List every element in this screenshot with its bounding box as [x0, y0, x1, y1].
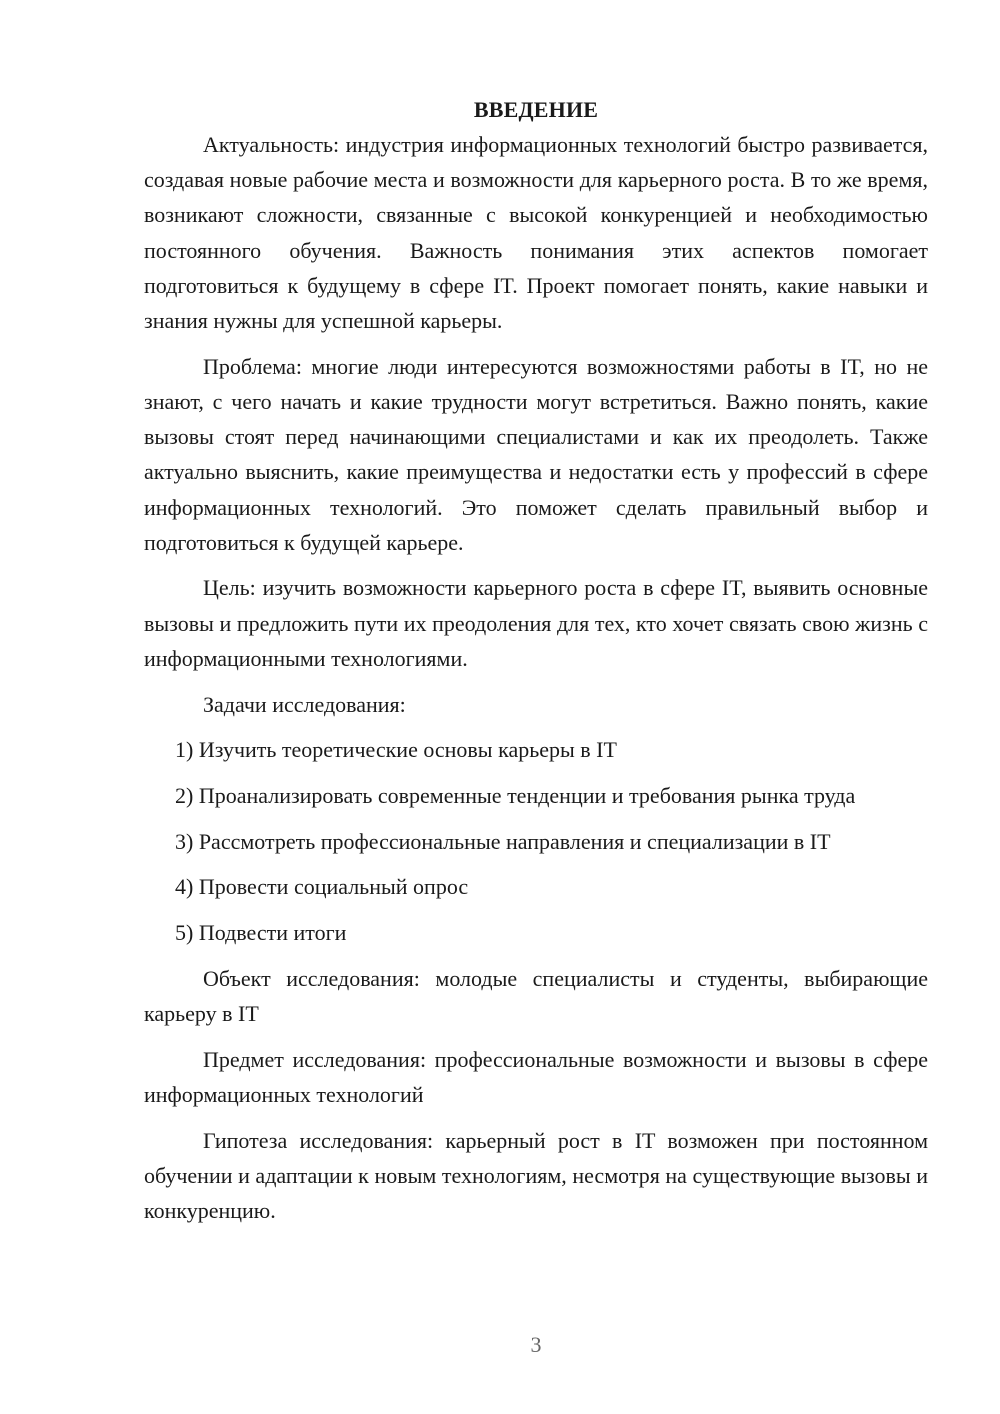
list-item: 5) Подвести итоги [175, 920, 347, 946]
paragraph-object: Объект исследования: молодые специалисты и студенты, выбирающие карьеру в IT [144, 965, 928, 1026]
list-item: 2) Проанализировать современные тенденции и требования рынка труда [175, 782, 856, 808]
document-page [144, 92, 928, 1239]
list-item: 4) Провести социальный опрос [175, 874, 469, 900]
list-item: 3) Рассмотреть профессиональные направления и специализации в IT [175, 828, 831, 854]
page-title: ВВЕДЕНИЕ [473, 97, 599, 122]
tasks-list [144, 732, 928, 950]
paragraph-relevance: Актуальность: индустрия информационных технологий быстро развивается, создавая новые рабочие места и возможности для карьерного роста. В то же время, возникают сложности, связанные с высокой конкуренцией и необходимостью постоянного обучения. Важность понимания этих аспектов помогает подготовиться к будущему в сфере IT. Проект помогает понять, какие навыки и знания нужны для успешной карьеры. [144, 132, 928, 334]
paragraph-subject: Предмет исследования: профессиональные возможности и вызовы в сфере информационных технологий [144, 1046, 928, 1107]
paragraph-hypothesis: Гипотеза исследования: карьерный рост в IT возможен при постоянном обучении и адаптации к новым технологиям, несмотря на существующие вызовы и конкуренцию. [144, 1127, 928, 1223]
paragraph-tasks-heading: Задачи исследования: [203, 691, 406, 717]
paragraph-goal: Цель: изучить возможности карьерного роста в сфере IT, выявить основные вызовы и предложить пути их преодоления для тех, кто хочет связать свою жизнь с информационными технологиями. [144, 575, 928, 671]
page-number: 3 [530, 1332, 542, 1357]
paragraph-problem: Проблема: многие люди интересуются возможностями работы в IT, но не знают, с чего начать и какие трудности могут встретиться. Важно понять, какие вызовы стоят перед начинающими специалистами и как их преодолеть. Также актуально выяснить, какие преимущества и недостатки есть у профессий в сфере информационных технологий. Это поможет сделать правильный выбор и подготовиться к будущей карьере. [144, 353, 928, 555]
list-item: 1) Изучить теоретические основы карьеры в IT [175, 737, 617, 763]
